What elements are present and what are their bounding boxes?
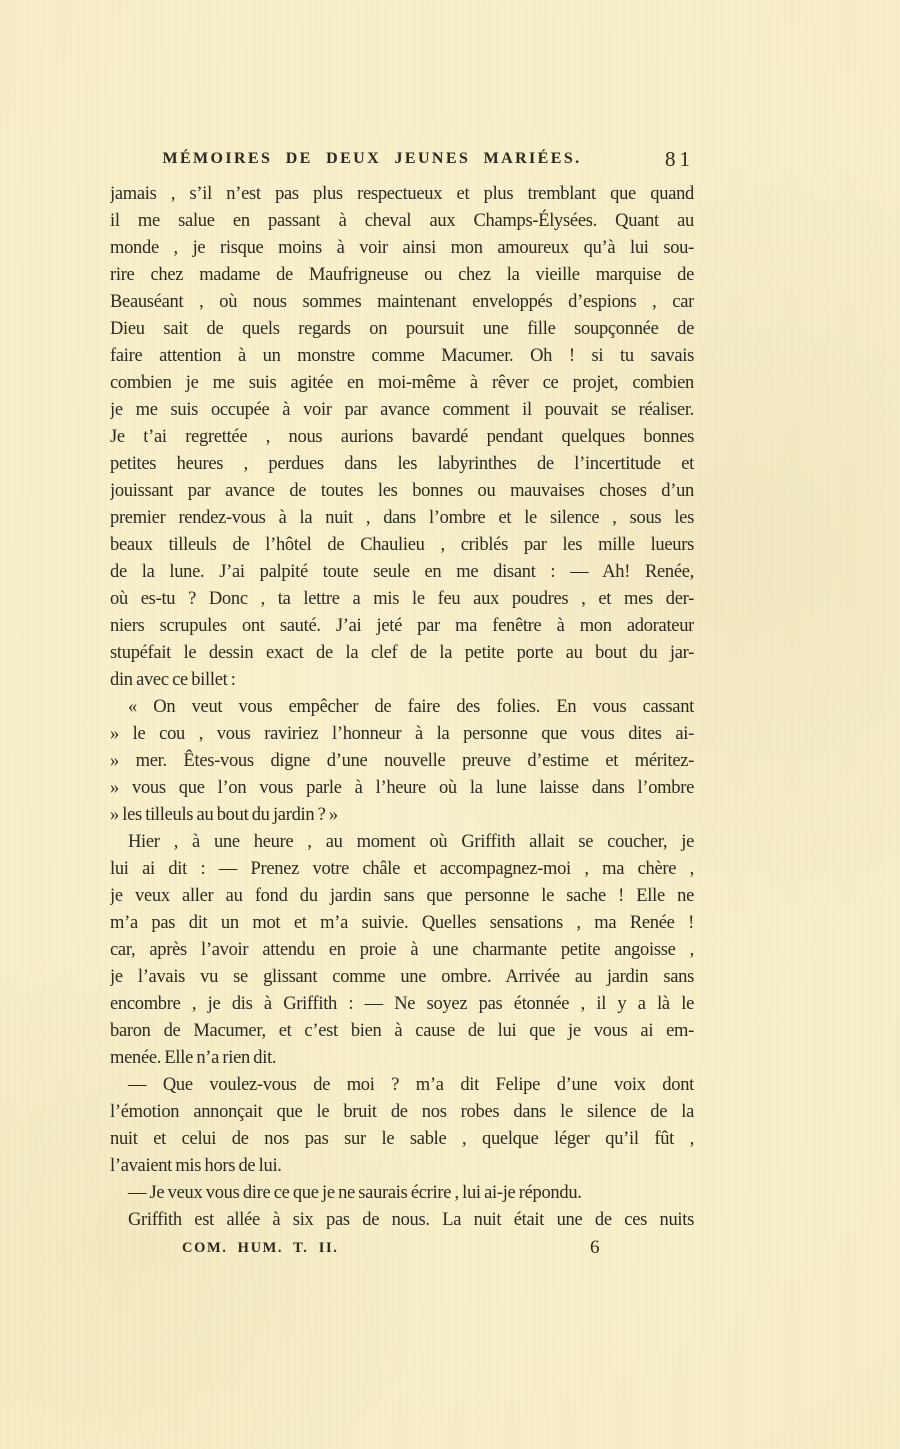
text-line: je l’avais vu se glissant comme une ombre. Arrivée au jardin sans [110, 967, 694, 987]
text-line: monde , je risque moins à voir ainsi mon amoureux qu’à lui sou- [110, 238, 694, 258]
text-line: » les tilleuls au bout du jardin ? » [110, 805, 338, 825]
text-line: — Je veux vous dire ce que je ne saurais écrire , lui ai-je répondu. [128, 1183, 582, 1203]
paragraph-quoted-note [110, 694, 694, 829]
text-line: din avec ce billet : [110, 670, 236, 690]
paragraph-normal [110, 1072, 694, 1180]
text-line: je veux aller au fond du jardin sans que personne le sache ! Elle ne [110, 886, 694, 906]
text-line: je me suis occupée à voir par avance comment il pouvait se réaliser. [110, 400, 694, 420]
text-line: il me salue en passant à cheval aux Champs-Élysées. Quant au [110, 211, 694, 231]
text-line: premier rendez-vous à la nuit , dans l’ombre et le silence , sous les [110, 508, 694, 528]
text-block [110, 181, 694, 1234]
text-line: faire attention à un monstre comme Macumer. Oh ! si tu savais [110, 346, 694, 366]
text-line: » vous que l’on vous parle à l’heure où la lune laisse dans l’ombre [110, 778, 694, 798]
text-line: menée. Elle n’a rien dit. [110, 1048, 277, 1068]
header-title: MÉMOIRES DE DEUX JEUNES MARIÉES. [162, 150, 582, 167]
gathering-number: 6 [590, 1237, 600, 1258]
text-line: Beauséant , où nous sommes maintenant enveloppés d’espions , car [110, 292, 694, 312]
text-line: — Que voulez-vous de moi ? m’a dit Felipe d’une voix dont [128, 1075, 694, 1095]
text-line: lui ai dit : — Prenez votre châle et accompagnez-moi , ma chère , [110, 859, 694, 879]
paragraph-continuation [110, 181, 694, 694]
text-line: Hier , à une heure , au moment où Griffith allait se coucher, je [128, 832, 694, 852]
running-header [110, 147, 694, 178]
text-line: encombre , je dis à Griffith : — Ne soyez pas étonnée , il y a là le [110, 994, 694, 1014]
text-line: » mer. Êtes-vous digne d’une nouvelle preuve d’estime et méritez- [110, 751, 694, 771]
paragraph-normal [110, 1180, 694, 1207]
text-line: Griffith est allée à six pas de nous. La nuit était une de ces nuits [128, 1210, 694, 1230]
text-line: jouissant par avance de toutes les bonnes ou mauvaises choses d’un [110, 481, 694, 501]
text-line: combien je me suis agitée en moi-même à rêver ce projet, combien [110, 373, 694, 393]
text-line: de la lune. J’ai palpité toute seule en me disant : — Ah! Renée, [110, 562, 694, 582]
text-line: l’avaient mis hors de lui. [110, 1156, 282, 1176]
text-line: niers scrupules ont sauté. J’ai jeté par ma fenêtre à mon adorateur [110, 616, 694, 636]
text-line: nuit et celui de nos pas sur le sable , quelque léger qu’il fût , [110, 1129, 694, 1149]
text-line: Dieu sait de quels regards on poursuit une fille soupçonnée de [110, 319, 694, 339]
paragraph-normal [110, 1207, 694, 1234]
text-line: « On veut vous empêcher de faire des folies. En vous cassant [128, 697, 694, 717]
text-line: où es-tu ? Donc , ta lettre a mis le feu aux poudres , et mes der- [110, 589, 694, 609]
text-line: jamais , s’il n’est pas plus respectueux et plus tremblant que quand [110, 184, 694, 204]
page-number: 81 [665, 147, 694, 171]
text-line: m’a pas dit un mot et m’a suivie. Quelles sensations , ma Renée ! [110, 913, 694, 933]
text-line: Je t’ai regrettée , nous aurions bavardé pendant quelques bonnes [110, 427, 694, 447]
text-line: l’émotion annonçait que le bruit de nos robes dans le silence de la [110, 1102, 694, 1122]
page-footer [110, 1237, 694, 1264]
text-line: baron de Macumer, et c’est bien à cause de lui que je vous ai em- [110, 1021, 694, 1041]
text-line: car, après l’avoir attendu en proie à une charmante petite angoisse , [110, 940, 694, 960]
paragraph-normal [110, 829, 694, 1072]
text-line: » le cou , vous raviriez l’honneur à la personne que vous dites ai- [110, 724, 694, 744]
text-line: beaux tilleuls de l’hôtel de Chaulieu , criblés par les mille lueurs [110, 535, 694, 555]
signature-mark: COM. HUM. T. II. [182, 1240, 339, 1256]
text-line: stupéfait le dessin exact de la clef de la petite porte au bout du jar- [110, 643, 694, 663]
text-line: petites heures , perdues dans les labyrinthes de l’incertitude et [110, 454, 694, 474]
text-line: rire chez madame de Maufrigneuse ou chez la vieille marquise de [110, 265, 694, 285]
